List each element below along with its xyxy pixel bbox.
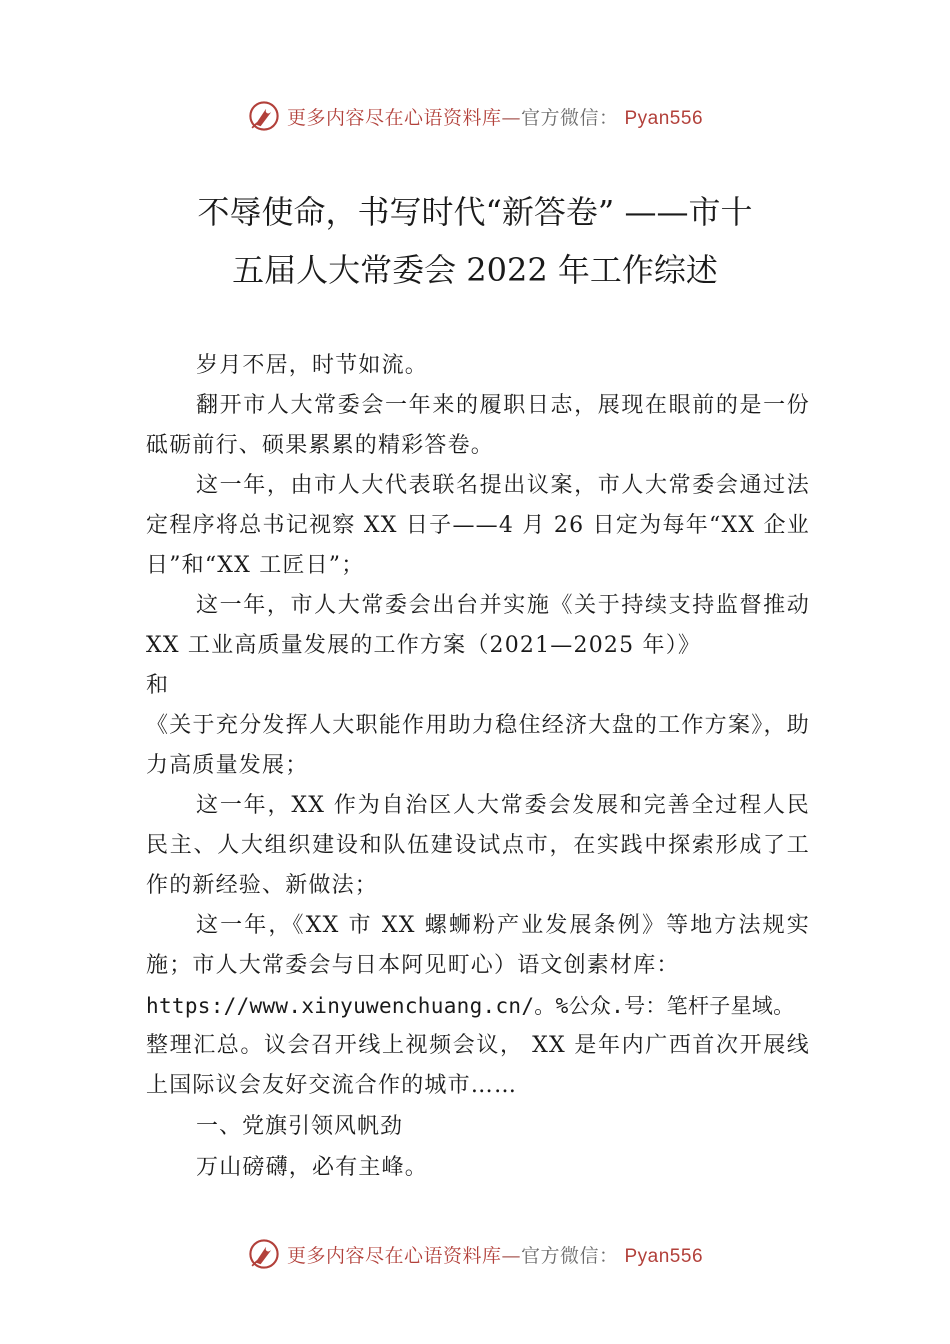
- watermark-dash: —: [501, 1244, 521, 1267]
- watermark-wechat-id: Pyan556: [624, 1245, 704, 1267]
- paragraph: 和: [146, 673, 170, 698]
- header-watermark: [0, 96, 950, 136]
- watermark-main-text: 更多内容尽在心语资料库: [286, 1244, 502, 1267]
- paragraph: 《关于充分发挥人大职能作用助力稳住经济大盘的工作方案》，助力高质量发展；: [146, 713, 810, 778]
- paragraph: 这一年，XX 作为自治区人大常委会发展和完善全过程人民民主、人大组织建设和队伍建设试点市，在实践中探索形成了工作的新经验、新做法；: [146, 793, 810, 898]
- paragraph: 这一年，市人大常委会出台并实施《关于持续支持监督推动 XX 工业高质量发展的工作方案（2021—2025 年）》: [146, 593, 810, 658]
- watermark-sub-text: 官方微信：: [520, 1244, 619, 1267]
- watermark-text: [287, 1241, 703, 1268]
- paragraph: 这一年，由市人大代表联名提出议案，市人大常委会通过法定程序将总书记视察 XX 日子——4 月 26 日定为每年“XX 企业日”和“XX 工匠日”；: [146, 473, 810, 578]
- watermark-wechat-id: Pyan556: [624, 107, 704, 129]
- footer-watermark: [0, 1234, 950, 1274]
- paragraph: 这一年，《XX 市 XX 螺蛳粉产业发展条例》等地方法规实施；市人大常委会与日本阿见町心）语文创素材库：: [146, 913, 810, 978]
- watermark-sub-text: 官方微信：: [520, 106, 619, 129]
- section-heading: 一、党旗引领风帆劲: [196, 1114, 404, 1139]
- watermark-text: [287, 103, 703, 130]
- url-text: https://www.xinyuwenchuang.cn/。%公众.号：笔杆子星域。: [146, 994, 795, 1018]
- pen-nib-logo-icon: [247, 1237, 281, 1271]
- watermark-main-text: 更多内容尽在心语资料库: [286, 106, 502, 129]
- watermark-dash: —: [501, 106, 521, 129]
- document-body: [146, 346, 810, 1188]
- paragraph: 整理汇总。议会召开线上视频会议， XX 是年内广西首次开展线上国际议会友好交流合作的城市……: [146, 1033, 810, 1098]
- pen-nib-logo-icon: [247, 99, 281, 133]
- paragraph: 岁月不居，时节如流。: [196, 353, 429, 378]
- document-title: [120, 183, 830, 299]
- title-line-2: 五届人大常委会 2022 年工作综述: [232, 251, 718, 289]
- title-line-1: 不辱使命，书写时代“新答卷” ——市十: [197, 193, 753, 231]
- paragraph: 翻开市人大常委会一年来的履职日志，展现在眼前的是一份砥砺前行、硕果累累的精彩答卷。: [146, 393, 810, 458]
- paragraph: 万山磅礴，必有主峰。: [196, 1155, 429, 1180]
